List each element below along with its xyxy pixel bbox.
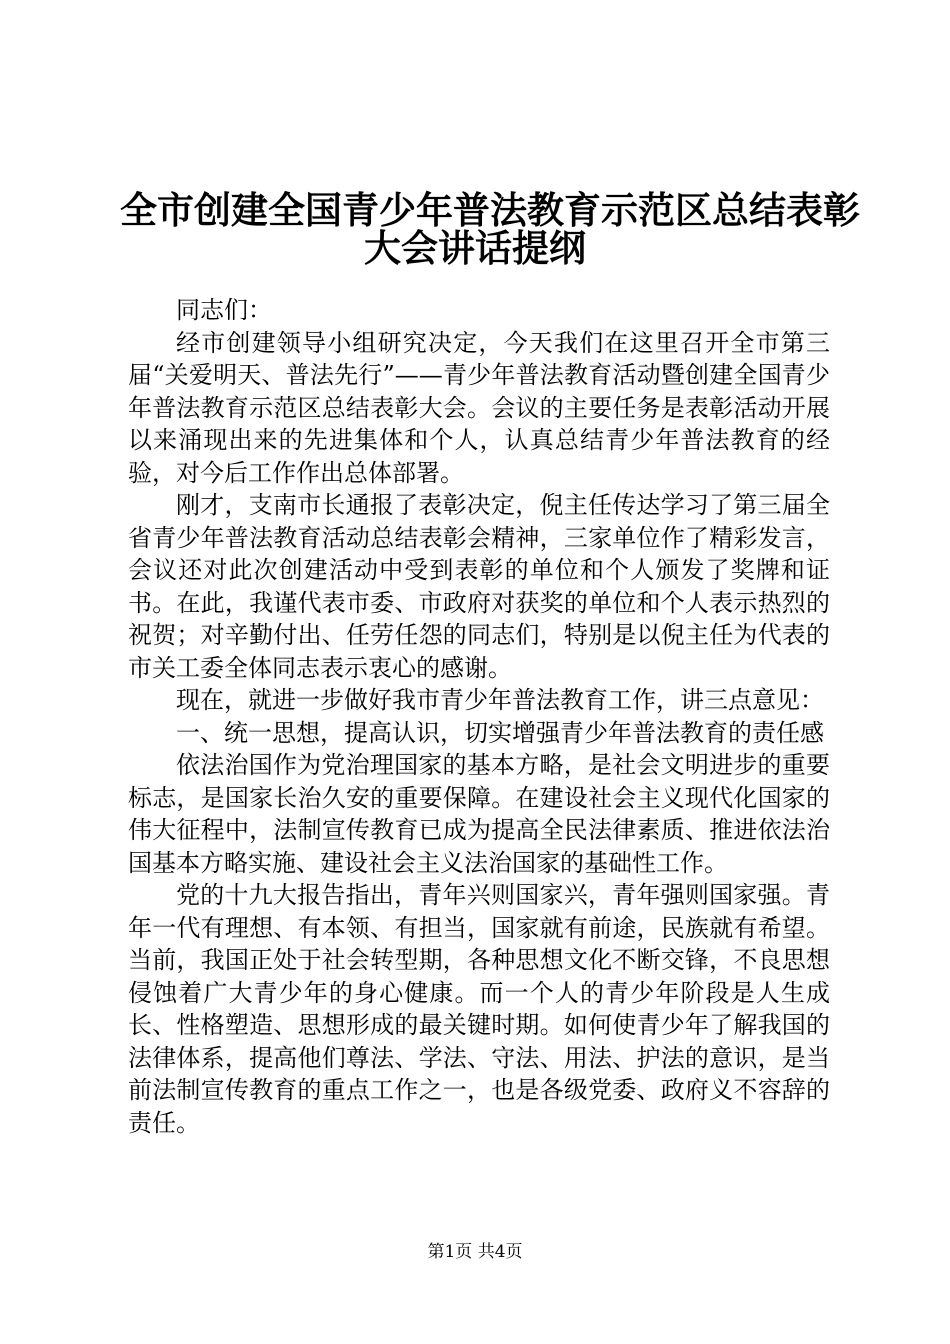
body-paragraph: 党的十九大报告指出，青年兴则国家兴，青年强则国家强。青年一代有理想、有本领、有担当，国家就有前途，民族就有希望。当前，我国正处于社会转型期，各种思想文化不断交锋，不良思想侵蚀着广大青少年的身心健康。而一个人的青少年阶段是人生成长、性格塑造、思想形成的最关键时期。如何使青少年了解我国的法律体系，提高他们尊法、学法、守法、用法、护法的意识，是当前法制宣传教育的重点工作之一，也是各级党委、政府义不容辞的责任。: [128, 881, 830, 1137]
page-number-footer: 第1页 共4页: [427, 1242, 523, 1262]
document-title-line-1: 全市创建全国青少年普法教育示范区总结表彰: [120, 188, 860, 232]
body-paragraph: 刚才，支南市长通报了表彰决定，倪主任传达学习了第三届全省青少年普法教育活动总结表彰会精神，三家单位作了精彩发言，会议还对此次创建活动中受到表彰的单位和个人颁发了奖牌和证书。在此，我谨代表市委、市政府对获奖的单位和个人表示热烈的祝贺；对辛勤付出、任劳任怨的同志们，特别是以倪主任为代表的市关工委全体同志表示衷心的感谢。: [128, 491, 830, 682]
document-title-line-2: 大会讲话提纲: [364, 226, 586, 270]
document-body: [128, 294, 830, 1139]
body-paragraph: 依法治国作为党治理国家的基本方略，是社会文明进步的重要标志，是国家长治久安的重要保障。在建设社会主义现代化国家的伟大征程中，法制宣传教育已成为提高全民法律素质、推进依法治国基本方略实施、建设社会主义法治国家的基础性工作。: [128, 751, 830, 877]
body-paragraph: 现在，就进一步做好我市青少年普法教育工作，讲三点意见：: [176, 686, 824, 714]
salutation: 同志们：: [176, 296, 272, 324]
section-heading: 一、统一思想，提高认识，切实增强青少年普法教育的责任感: [176, 718, 824, 747]
body-paragraph: 经市创建领导小组研究决定，今天我们在这里召开全市第三届“关爱明天、普法先行”——青少年普法教育活动暨创建全国青少年普法教育示范区总结表彰大会。会议的主要任务是表彰活动开展以来涌现出来的先进集体和个人，认真总结青少年普法教育的经验，对今后工作作出总体部署。: [128, 328, 830, 487]
